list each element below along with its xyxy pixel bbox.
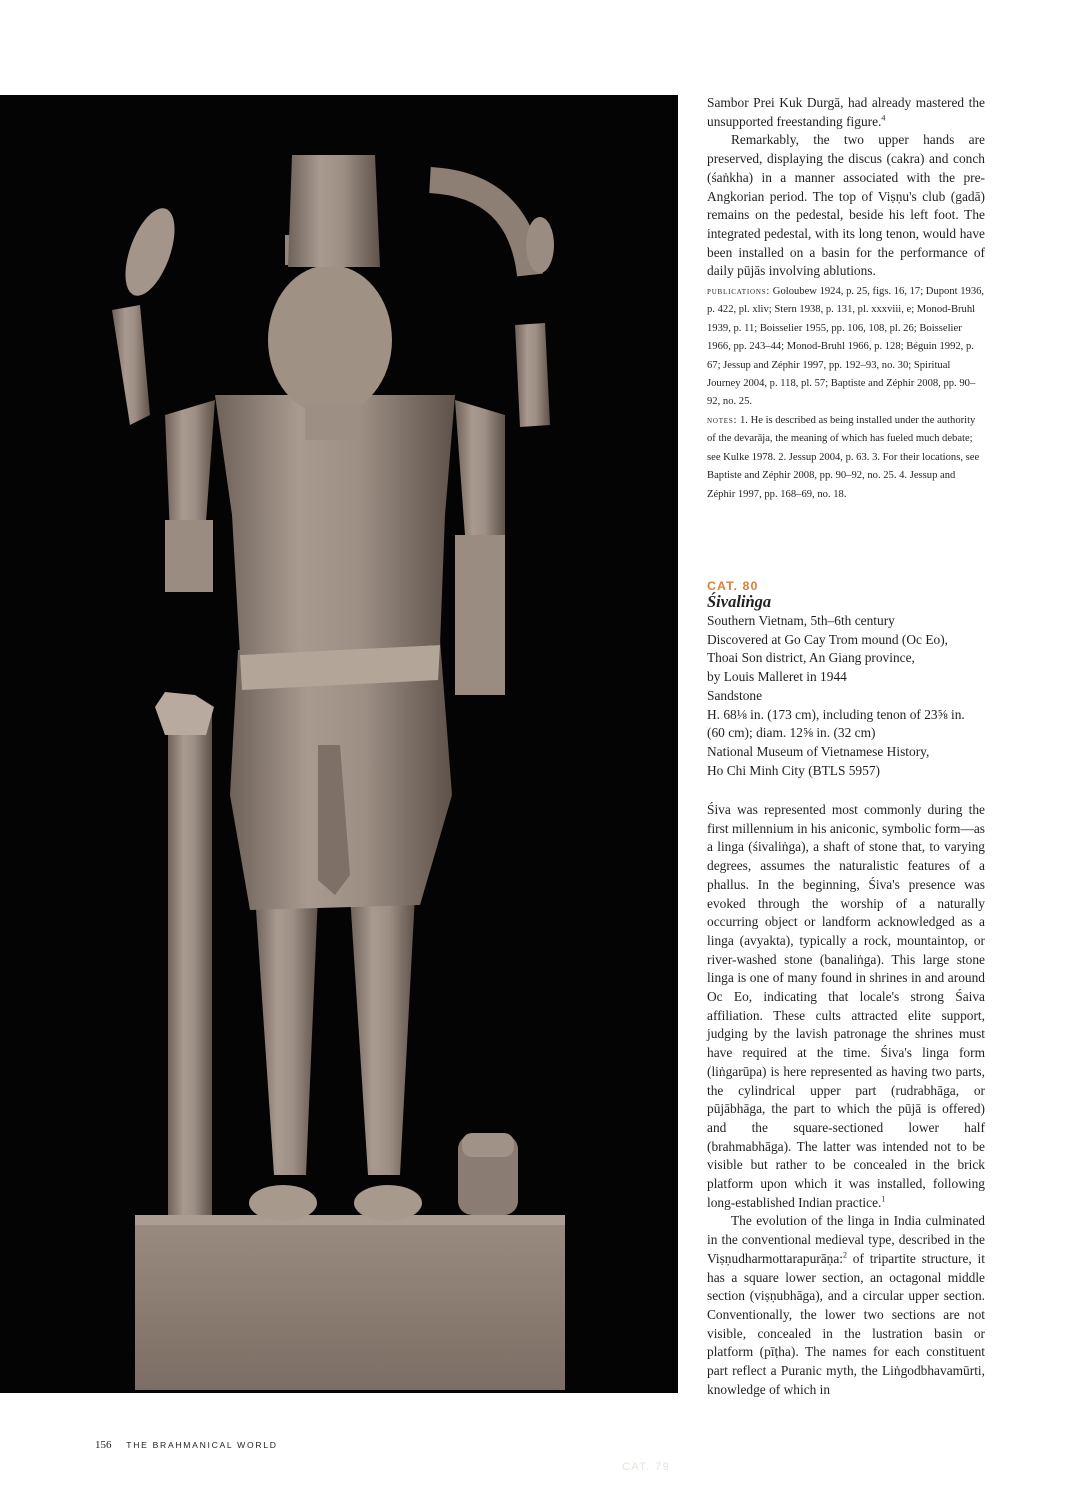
cat80-metadata [707,612,985,780]
vishnu-sculpture-illustration [0,95,678,1393]
notes: notes: 1. He is described as being installed under the authority of the devarāja, the meaning of which has fueled much debate; see Kulke 1978. 2. Jessup 2004, p. 63. 3. For their locations, see Baptiste and Zéphir 2008, pp. 90–92, no. 25. 4. Jessup and Zéphir 1997, pp. 168–69, no. 18. [707,414,980,500]
cat80-title: Śivaliṅga [707,592,772,611]
meta-line: Sandstone [707,687,763,703]
cat79-paragraph-1: Sambor Prei Kuk Durgā, had already mastered the unsupported freestanding figure.$^4$ [707,95,985,129]
cat80-label: CAT. 80 [707,579,759,593]
page-number: 156 [95,1439,112,1451]
meta-line: Southern Vietnam, 5th–6th century [707,613,895,628]
section-title: THE BRAHMANICAL WORLD [126,1440,278,1450]
meta-line: (60 cm); diam. 12⅝ in. (32 cm) [707,725,876,741]
references [707,283,985,504]
cat80-paragraph-2: The evolution of the linga in India culminated in the conventional medieval type, described in the Viṣṇudharmottarapurāṇa:$^2$ of tripartite structure, it has a square lower section, an octagonal middle section (viṣṇubhāga), and a circular upper section. Conventionally, the lower two sections are not visible, concealed in the lustration basin or platform (pīṭha). The names for each constituent part reflect a Puranic myth, the Liṅgodbhavamūrti, knowledge of which in [707,1213,985,1397]
meta-line: Thoai Son district, An Giang province, [707,650,915,666]
meta-line: by Louis Malleret in 1944 [707,669,847,685]
meta-line: H. 68⅛ in. (173 cm), including tenon of 23⅝ in. [707,706,965,722]
cat80-heading [707,579,985,780]
meta-line: Discovered at Go Cay Trom mound (Oc Eo), [707,631,948,647]
meta-line: National Museum of Vietnamese History, [707,743,930,759]
publications-label: publications: [707,286,771,298]
publications: publications: Goloubew 1924, p. 25, figs. 16, 17; Dupont 1936, p. 422, pl. xliv; Stern 1938, p. 131, pl. xxxviii, e; Monod-Bruhl 1939, p. 11; Boisselier 1955, pp. 106, 108, pl. 26; Boisselier 1966, pp. 243–44; Monod-Bruhl 1966, p. 128; Béguin 1992, p. 67; Jessup and Zéphir 1997, pp. 192–93, no. 30; Spiritual Journey 2004, p. 118, pl. 57; Baptiste and Zéphir 2008, pp. 90–92, no. 25. [707,286,985,408]
page-footer [95,1439,278,1451]
cat79-text [707,94,985,504]
meta-line: Ho Chi Minh City (BTLS 5957) [707,762,880,778]
cat80-paragraph-1: Śiva was represented most commonly during the first millennium in his aniconic, symbolic form—as a linga (śivaliṅga), a shaft of stone that, to varying degrees, assumes the naturalistic features of a phallus. In the beginning, Śiva's presence was evoked through the worship of a naturally occurring object or landform acknowledged as a linga (avyakta), typically a rock, mountaintop, or river-washed stone (banaliṅga). This large stone linga is one of many found in shrines in and around Oc Eo, indicating that locale's strong Śaiva affiliation. These cults attracted elite support, judging by the lavish patronage the shrines must have required at the time. Śiva's linga form (liṅgarūpa) is here represented as having two parts, the cylindrical upper part (rudrabhāga, or pūjābhāga, the part to which the pūjā is offered) and the square-sectioned lower half (brahmabhāga). The latter was intended not to be visible but rather to be concealed in the brick platform upon which it was installed, following long-established Indian practice.$^1$ [707,802,985,1210]
notes-label: notes: [707,414,738,426]
cat79-paragraph-2: Remarkably, the two upper hands are preserved, displaying the discus (cakra) and conch (śaṅkha) in a manner associated with the pre-Angkorian period. The top of Viṣṇu's club (gadā) remains on the pedestal, beside his left foot. The integrated pedestal, with its long tenon, would have been installed on a basin for the performance of daily pūjās involving ablutions. [707,132,985,279]
cat80-text [707,801,985,1400]
photo-caption: CAT. 79 [622,1461,671,1473]
